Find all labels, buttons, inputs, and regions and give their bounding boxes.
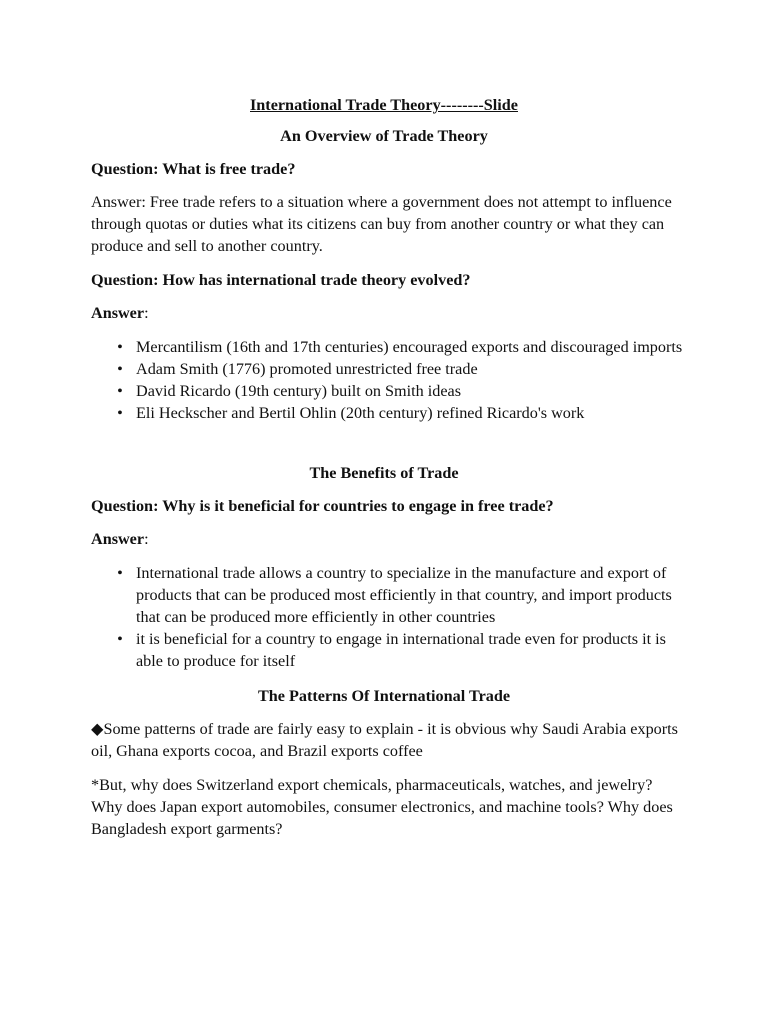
answer-label-text: Answer bbox=[91, 304, 145, 322]
question-benefits: Question: Why is it beneficial for countries to engage in free trade? bbox=[91, 497, 554, 515]
switzerland-paragraph: *But, why does Switzerland export chemicals, pharmaceuticals, watches, and jewelry? Why does Japan export automobiles, consumer electronics, and machine tools? Why does Bangladesh export garments? bbox=[91, 776, 673, 838]
list-item: • International trade allows a country to specialize in the manufacture and export of products that can be produced most efficiently in that country, and import products that can be produced more efficiently in other countries bbox=[91, 562, 683, 628]
question-evolution: Question: How has international trade theory evolved? bbox=[91, 271, 471, 289]
benefits-heading: The Benefits of Trade bbox=[309, 464, 459, 482]
list-item: • it is beneficial for a country to engage in international trade even for products it is able to produce for itself bbox=[91, 628, 683, 672]
answer-label-2 bbox=[91, 528, 691, 550]
bullet-icon: • bbox=[117, 564, 123, 582]
bullet-icon: • bbox=[117, 404, 123, 422]
bullet-icon: • bbox=[117, 360, 123, 378]
bullet-icon: • bbox=[117, 630, 123, 648]
document-title: International Trade Theory--------Slide bbox=[250, 96, 518, 114]
answer-free-trade: Answer: Free trade refers to a situation where a government does not attempt to influence through quotas or duties what its citizens can buy from another country or what they can produce and sell to another country. bbox=[91, 193, 672, 255]
evolution-list bbox=[91, 336, 691, 424]
answer-label-colon: : bbox=[144, 530, 149, 548]
patterns-heading: The Patterns Of International Trade bbox=[257, 687, 511, 705]
answer-label-text: Answer bbox=[91, 530, 145, 548]
overview-heading: An Overview of Trade Theory bbox=[280, 127, 488, 145]
list-item: • David Ricardo (19th century) built on Smith ideas bbox=[91, 380, 691, 402]
answer-label-1 bbox=[91, 302, 691, 324]
bullet-icon: • bbox=[117, 382, 123, 400]
list-item: • Mercantilism (16th and 17th centuries) encouraged exports and discouraged imports bbox=[91, 336, 691, 358]
patterns-paragraph: ◆Some patterns of trade are fairly easy to explain - it is obvious why Saudi Arabia exports oil, Ghana exports cocoa, and Brazil exports coffee bbox=[91, 720, 678, 760]
answer-label-colon: : bbox=[144, 304, 149, 322]
bullet-icon: • bbox=[117, 338, 123, 356]
list-item: • Eli Heckscher and Bertil Ohlin (20th century) refined Ricardo's work bbox=[91, 402, 691, 424]
question-free-trade: Question: What is free trade? bbox=[91, 160, 296, 178]
benefits-list bbox=[91, 562, 683, 672]
list-item: • Adam Smith (1776) promoted unrestricted free trade bbox=[91, 358, 691, 380]
